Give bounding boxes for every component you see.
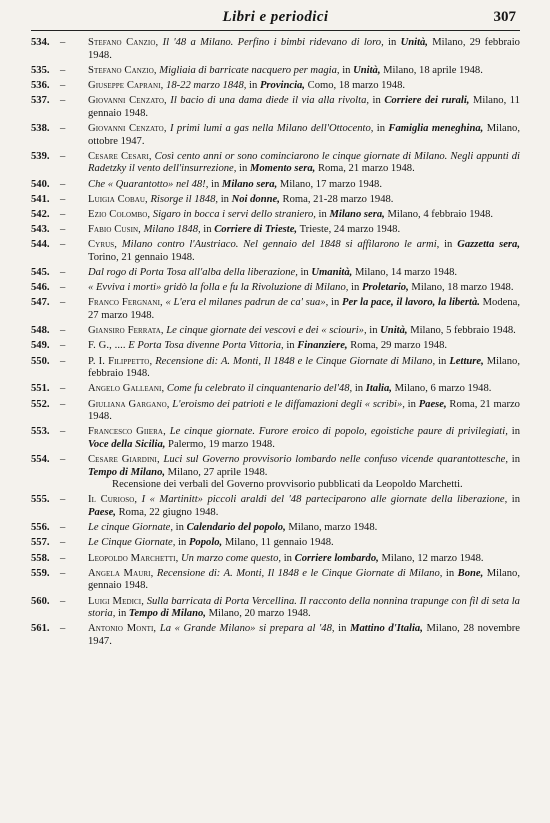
entry-author: Cesare Cesari, <box>88 150 152 162</box>
entry-title: I primi lumi a gas nella Milano dell'Ottocento, <box>169 122 374 134</box>
entry-publication: Italia, <box>365 383 392 395</box>
entry-place-date: Milano, 29 febbraio 1948. <box>88 37 520 61</box>
entry-dash: – <box>60 193 66 205</box>
entry-title: Le cinque Giornate, <box>88 522 174 534</box>
entry-number: 547. <box>31 297 50 309</box>
entry-dash: – <box>60 178 66 190</box>
entry-publication: Corriere dei rurali, <box>384 95 470 107</box>
entry-publication: Noi donne, <box>231 193 280 205</box>
bibliography-entry: 557. – Le Cinque Giornate, in Popolo, Milano, 11 gennaio 1948. <box>31 537 334 549</box>
entry-number: 540. <box>31 178 50 190</box>
entry-dash: – <box>60 494 66 506</box>
bibliography-entry: 545. – Dal rogo di Porta Tosa all'alba della liberazione, in Umanità, Milano, 14 marzo 1948. <box>31 267 458 279</box>
bibliography-entry: 558. – Leopoldo Marchetti, Un marzo come questo, in Corriere lombardo, Milano, 12 marzo 1948. <box>31 552 484 564</box>
entry-dash: – <box>60 64 66 76</box>
entry-publication: Paese, <box>418 398 447 410</box>
entry-place-date: Roma, 21-28 marzo 1948. <box>282 193 394 205</box>
entry-publication: Corriere lombardo, <box>294 552 379 564</box>
entry-place-date: Como, 18 marzo 1948. <box>307 79 406 91</box>
entry-publication: Unità, <box>400 37 428 48</box>
entry-author: Il Curioso, <box>88 494 138 506</box>
entry-number: 552. <box>31 398 50 410</box>
entry-title: Che « Quarantotto» nel 48!, <box>88 178 209 190</box>
entry-place-date: Milano, 11 gennaio 1948. <box>224 537 334 549</box>
entry-dash: – <box>60 595 66 607</box>
entry-title: « L'era el milanes padrun de ca' sua», <box>165 297 329 309</box>
entry-place-date: Trieste, 24 marzo 1948. <box>299 224 401 236</box>
entry-place-date: Roma, 29 marzo 1948. <box>350 340 448 352</box>
entry-place-date: Roma, 22 giugno 1948. <box>118 507 219 519</box>
entry-number: 536. <box>31 79 50 91</box>
entry-publication: Unità, <box>380 325 408 337</box>
entry-author: Luigia Cobau, <box>88 193 148 205</box>
entry-dash: – <box>60 552 66 564</box>
entry-title: Milano 1848, <box>143 224 201 236</box>
entry-number: 534. <box>31 37 50 48</box>
entry-number: 560. <box>31 595 50 607</box>
entry-dash: – <box>60 208 66 220</box>
entry-number: 554. <box>31 454 50 466</box>
entry-number: 561. <box>31 623 50 635</box>
entry-dash: – <box>60 224 66 236</box>
entry-number: 553. <box>31 426 50 438</box>
bibliography-list <box>31 37 520 649</box>
entry-title: Il bacio di una dama diede il via alla rivolta, <box>170 95 370 107</box>
entry-dash: – <box>60 282 66 294</box>
entry-number: 537. <box>31 95 50 107</box>
entry-author: Luigi Medici, <box>88 595 144 607</box>
entry-dash: – <box>60 383 66 395</box>
entry-title: Luci sul Governo provvisorio lombardo nelle confuso vicende quarantottesche, <box>163 454 508 466</box>
running-header <box>31 8 520 31</box>
entry-number: 541. <box>31 193 50 205</box>
entry-author: F. G., .... <box>88 340 126 352</box>
entry-number: 549. <box>31 340 50 352</box>
running-title: Libri e periodici <box>222 9 329 25</box>
entry-number: 556. <box>31 522 50 534</box>
entry-title: Risorge il 1848, <box>150 193 219 205</box>
entry-note: Recensione dei verbali del Governo provvisorio pubblicati da Leopoldo Marchetti. <box>112 479 463 491</box>
entry-publication: Paese, <box>88 507 116 519</box>
entry-place-date: Palermo, 19 marzo 1948. <box>168 438 275 450</box>
bibliography-entry: 543. – Fabio Cusin, Milano 1848, in Corriere di Trieste, Trieste, 24 marzo 1948. <box>31 224 401 236</box>
bibliography-entry: 542. – Ezio Colombo, Sigaro in bocca i servi dello straniero, in Milano sera, Milano, 4 febbraio 1948. <box>31 208 494 220</box>
bibliography-entry: 556. – Le cinque Giornate, in Calendario del popolo, Milano, marzo 1948. <box>31 522 378 534</box>
bibliography-entry: 553. – Francesco Giiera, Le cinque giornate. Furore eroico di popolo, egoistiche paure di privilegiati, in Voce della Sicilia, Palermo, 19 marzo 1948. <box>31 426 521 450</box>
bibliography-entry: 535. – Stefano Canzio, Migliaia di barricate nacquero per magia, in Unità, Milano, 18 aprile 1948. <box>31 64 483 76</box>
entry-title: Le Cinque Giornate, <box>88 537 176 549</box>
entry-dash: – <box>60 95 66 107</box>
bibliography-entry: 539. – Cesare Cesari, Così cento anni or sono cominciarono le cinque giornate di Milano. Negli appunti di Radetzky il vento dell'insurrezione, in Momento sera, Roma, 21 marzo 1948. <box>31 150 520 175</box>
bibliography-entry: 544. – Cyrus, Milano contro l'Austriaco. Nel gennaio del 1848 si affilarono le armi, in Gazzetta sera, Torino, 21 gennaio 1948. <box>31 239 520 263</box>
entry-title: I « Martinitt» piccoli araldi del '48 parteciparono alle giornate della liberazione, <box>141 494 508 506</box>
entry-dash: – <box>60 122 66 134</box>
entry-number: 555. <box>31 494 50 506</box>
entry-number: 544. <box>31 239 50 251</box>
bibliography-entry: 559. – Angela Mauri, Recensione di: A. Monti, Il 1848 e le Cinque Giornate di Milano, in Bone, Milano, gennaio 1948. <box>31 567 521 592</box>
entry-number: 546. <box>31 282 50 294</box>
entry-publication: Milano sera, <box>329 208 385 220</box>
entry-author: Leopoldo Marchetti, <box>88 552 179 564</box>
entry-author: P. I. Filippetto, <box>88 355 153 367</box>
entry-place-date: Milano, 18 marzo 1948. <box>411 282 514 294</box>
entry-publication: Mattino d'Italia, <box>350 623 423 635</box>
entry-publication: Tempo di Milano, <box>128 608 206 620</box>
entry-author: Franco Fergnani, <box>88 297 163 309</box>
entry-publication: Popolo, <box>188 537 223 549</box>
entry-author: Giovanni Cenzato, <box>88 95 167 107</box>
entry-number: 535. <box>31 64 50 76</box>
entry-title: E Porta Tosa divenne Porta Vittoria, <box>128 340 284 352</box>
entry-dash: – <box>60 37 66 48</box>
bibliography-entry: 550. – P. I. Filippetto, Recensione di: A. Monti, Il 1848 e le Cinque Giornate di Milano, in Letture, Milano, febbraio 1948. <box>31 355 521 380</box>
entry-title: Le cinque giornate dei vescovi e dei « sciouri», <box>166 325 367 337</box>
bibliography-entry: 551. – Angelo Galleani, Come fu celebrato il cinquantenario del'48, in Italia, Milano, 6 marzo 1948. <box>31 383 492 395</box>
entry-author: Francesco Giiera, <box>88 426 166 438</box>
entry-publication: Gazzetta sera, <box>457 239 520 251</box>
entry-publication: Per la pace, il lavoro, la libertà. <box>342 297 480 309</box>
bibliography-entry: 547. – Franco Fergnani, « L'era el milanes padrun de ca' sua», in Per la pace, il lavoro, la libertà. Modena, 27 marzo 1948. <box>31 297 521 321</box>
entry-place-date: Milano, 5 febbraio 1948. <box>410 325 516 337</box>
bibliography-entry: 540. – Che « Quarantotto» nel 48!, in Milano sera, Milano, 17 marzo 1948. <box>31 178 383 190</box>
entry-number: 551. <box>31 383 50 395</box>
entry-number: 559. <box>31 567 50 579</box>
entry-author: Ezio Colombo, <box>88 208 151 220</box>
entry-title: Recensione di: A. Monti, Il 1848 e le Cinque Giornate di Milano, <box>155 355 436 367</box>
entry-title: 18-22 marzo 1848, <box>166 79 247 91</box>
entry-place-date: Milano, 28 novembre 1947. <box>88 623 520 647</box>
entry-place-date: Milano, gennaio 1948. <box>88 567 521 592</box>
entry-author: Stefano Canzio, <box>88 37 159 48</box>
entry-author: Angela Mauri, <box>88 567 154 579</box>
bibliography-entry: 555. – Il Curioso, I « Martinitt» piccoli araldi del '48 parteciparono alle giornate della liberazione, in Paese, Roma, 22 giugno 1948. <box>31 494 520 519</box>
entry-publication: Provincia, <box>259 79 305 91</box>
entry-author: Giuliana Gargano, <box>88 398 170 410</box>
entry-author: Angelo Galleani, <box>88 383 165 395</box>
entry-place-date: Milano, 14 marzo 1948. <box>354 267 458 279</box>
entry-dash: – <box>60 79 66 91</box>
entry-dash: – <box>60 297 66 309</box>
entry-title: Dal rogo di Porta Tosa all'alba della liberazione, <box>88 267 298 279</box>
entry-place-date: Milano, 18 aprile 1948. <box>383 64 483 76</box>
entry-title: L'eroismo dei patrioti e le diffamazioni degli « scribi», <box>172 398 405 410</box>
entry-place-date: Milano, 12 marzo 1948. <box>381 552 484 564</box>
entry-title: Le cinque giornate. Furore eroico di popolo, egoistiche paure di privilegiati, <box>169 426 508 438</box>
entry-place-date: Milano, 4 febbraio 1948. <box>387 208 494 220</box>
entry-dash: – <box>60 340 66 352</box>
bibliography-entry: 548. – Giansiro Ferrata, Le cinque giornate dei vescovi e dei « sciouri», in Unità, Milano, 5 febbraio 1948. <box>31 325 516 337</box>
entry-author: Giansiro Ferrata, <box>88 325 164 337</box>
entry-title: Migliaia di barricate nacquero per magia, <box>159 64 340 76</box>
bibliography-entry: 538. – Giovanni Cenzato, I primi lumi a gas nella Milano dell'Ottocento, in Famiglia meneghina, Milano, ottobre 1947. <box>31 122 520 147</box>
entry-dash: – <box>60 150 66 162</box>
bibliography-entry: 541. – Luigia Cobau, Risorge il 1848, in Noi donne, Roma, 21-28 marzo 1948. <box>31 193 394 205</box>
entry-number: 550. <box>31 355 50 367</box>
entry-title: Sigaro in bocca i servi dello straniero, <box>152 208 316 220</box>
page-number: 307 <box>493 9 516 25</box>
entry-dash: – <box>60 567 66 579</box>
entry-place-date: Milano, 17 marzo 1948. <box>279 178 383 190</box>
entry-author: Giovanni Cenzato, <box>88 122 167 134</box>
entry-place-date: Roma, 21 marzo 1948. <box>88 398 520 423</box>
entry-publication: Finanziere, <box>297 340 348 352</box>
entry-publication: Proletario, <box>361 282 409 294</box>
entry-dash: – <box>60 426 66 438</box>
bibliography-entry: 546. – « Evviva i morti» gridò la folla e fu la Rivoluzione di Milano, in Proletario, Milano, 18 marzo 1948. <box>31 282 514 294</box>
entry-number: 558. <box>31 552 50 564</box>
entry-author: Antonio Monti, <box>88 623 157 635</box>
entry-number: 545. <box>31 267 50 279</box>
entry-publication: Calendario del popolo, <box>186 522 286 534</box>
entry-title: La « Grande Milano» si prepara al '48, <box>159 623 335 635</box>
entry-title: Un marzo come questo, <box>181 552 282 564</box>
entry-publication: Corriere di Trieste, <box>214 224 298 236</box>
entry-dash: – <box>60 325 66 337</box>
bibliography-entry: 560. – Luigi Medici, Sulla barricata di Porta Vercellina. Il racconto della nonnina trapunge con fil di seta la storia, in Tempo di Milano, Milano, 20 marzo 1948. <box>31 595 520 620</box>
entry-place-date: Milano, 27 aprile 1948. <box>167 466 268 478</box>
entry-publication: Letture, <box>449 355 484 367</box>
bibliography-entry: 534. – Stefano Canzio, Il '48 a Milano. Perfino i bimbi ridevano di loro, in Unità, Milano, 29 febbraio 1948. <box>31 37 520 61</box>
entry-place-date: Milano, 20 marzo 1948. <box>208 608 311 620</box>
entry-title: « Evviva i morti» gridò la folla e fu la Rivoluzione di Milano, <box>88 282 349 294</box>
bibliography-entry: 536. – Giuseppe Caprani, 18-22 marzo 1848, in Provincia, Como, 18 marzo 1948. <box>31 79 406 91</box>
entry-title: Sulla barricata di Porta Vercellina. Il racconto della nonnina trapunge con fil di seta la storia, <box>88 595 520 620</box>
entry-dash: – <box>60 355 66 367</box>
entry-number: 557. <box>31 537 50 549</box>
entry-dash: – <box>60 239 66 251</box>
entry-number: 542. <box>31 208 50 220</box>
entry-title: Il '48 a Milano. Perfino i bimbi ridevano di loro, <box>162 37 384 48</box>
entry-title: Come fu celebrato il cinquantenario del'48, <box>166 383 353 395</box>
entry-title: Così cento anni or sono cominciarono le cinque giornate di Milano. Negli appunti di Radetzky il vento dell'insurrezione, <box>88 150 520 175</box>
entry-place-date: Milano, marzo 1948. <box>288 522 378 534</box>
entry-place-date: Milano, 11 gennaio 1948. <box>88 95 520 119</box>
entry-number: 539. <box>31 150 50 162</box>
entry-publication: Voce della Sicilia, <box>88 438 166 450</box>
entry-place-date: Torino, 21 gennaio 1948. <box>88 251 195 263</box>
entry-author: Stefano Canzio, <box>88 64 157 76</box>
entry-dash: – <box>60 537 66 549</box>
entry-author: Fabio Cusin, <box>88 224 141 236</box>
entry-publication: Milano sera, <box>221 178 278 190</box>
entry-title: Milano contro l'Austriaco. Nel gennaio del 1848 si affilarono le armi, <box>121 239 440 251</box>
entry-title: Recensione di: A. Monti, Il 1848 e le Cinque Giornate di Milano, <box>156 567 443 579</box>
entry-dash: – <box>60 522 66 534</box>
entry-publication: Bone, <box>457 567 484 579</box>
entry-publication: Famiglia meneghina, <box>388 122 484 134</box>
entry-dash: – <box>60 267 66 279</box>
entry-number: 548. <box>31 325 50 337</box>
entry-publication: Momento sera, <box>249 163 316 175</box>
bibliography-entry: 537. – Giovanni Cenzato, Il bacio di una dama diede il via alla rivolta, in Corriere dei rurali, Milano, 11 gennaio 1948. <box>31 95 520 119</box>
entry-dash: – <box>60 454 66 466</box>
bibliography-entry: 549. – F. G., .... E Porta Tosa divenne Porta Vittoria, in Finanziere, Roma, 29 marzo 1948. <box>31 340 448 352</box>
entry-place-date: Milano, 6 marzo 1948. <box>394 383 492 395</box>
entry-place-date: Roma, 21 marzo 1948. <box>317 163 415 175</box>
entry-publication: Umanità, <box>311 267 353 279</box>
bibliography-entry: 552. – Giuliana Gargano, L'eroismo dei patrioti e le diffamazioni degli « scribi», in Paese, Roma, 21 marzo 1948. <box>31 398 520 423</box>
entry-place-date: Modena, 27 marzo 1948. <box>88 297 521 321</box>
entry-author: Cesare Giardini, <box>88 454 160 466</box>
entry-place-date: Milano, febbraio 1948. <box>88 355 521 380</box>
entry-author: Cyrus, <box>88 239 117 251</box>
bibliography-entry: 561. – Antonio Monti, La « Grande Milano» si prepara al '48, in Mattino d'Italia, Milano, 28 novembre 1947. <box>31 623 520 647</box>
entry-author: Giuseppe Caprani, <box>88 79 164 91</box>
entry-dash: – <box>60 398 66 410</box>
entry-dash: – <box>60 623 66 635</box>
entry-number: 543. <box>31 224 50 236</box>
entry-publication: Unità, <box>353 64 381 76</box>
entry-publication: Tempo di Milano, <box>88 466 166 478</box>
entry-place-date: Milano, ottobre 1947. <box>88 122 520 147</box>
entry-number: 538. <box>31 122 50 134</box>
bibliography-entry: 554. – Cesare Giardini, Luci sul Governo provvisorio lombardo nelle confuso vicende quarantottesche, in Tempo di Milano, Milano, 27 aprile 1948. Recensione dei verbali del Governo provvisorio pubblicati da Leopoldo Marchetti. <box>31 454 520 491</box>
